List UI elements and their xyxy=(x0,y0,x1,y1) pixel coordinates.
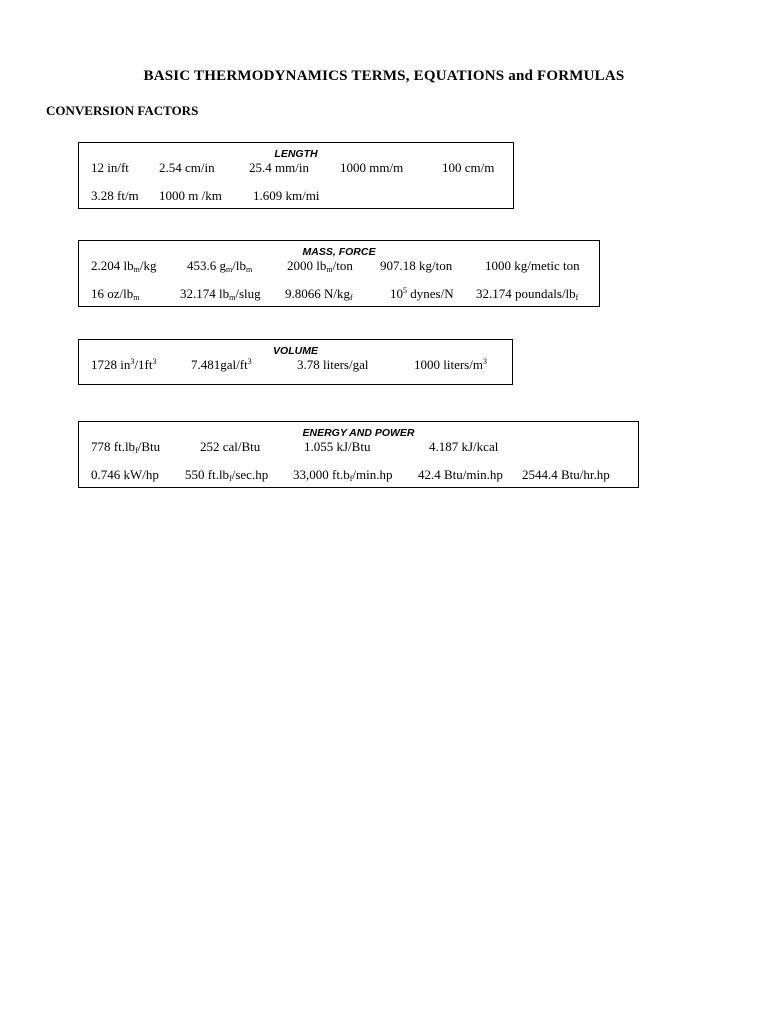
mass-value: $10^5$ dynes/N xyxy=(390,286,454,301)
volume-value: $7.481gal/ft^3$ xyxy=(191,357,252,372)
mass-force-box xyxy=(78,240,600,307)
energy-value: 4.187 kJ/kcal xyxy=(429,439,499,454)
energy-value: 778 $ft.lb_f$/Btu xyxy=(91,439,161,455)
volume-value: 1728 $in^3/1ft^3$ xyxy=(91,357,157,372)
energy-value: 550 $ft.lb_f/\sec.hp$ xyxy=(185,467,269,483)
mass-value: 907.18 kg/ton xyxy=(380,258,453,273)
length-value: 1.609 km/mi xyxy=(253,188,320,203)
volume-value: 3.78 liters/gal xyxy=(297,357,369,372)
volume-title: VOLUME xyxy=(273,345,318,357)
mass-value: 2000 $lb_m$/ton xyxy=(287,258,353,274)
length-value: 3.28 ft/m xyxy=(91,188,139,203)
length-title: LENGTH xyxy=(274,148,318,160)
mass-force-title: MASS, FORCE xyxy=(302,246,376,258)
energy-value: 252 cal/Btu xyxy=(200,439,261,454)
energy-value: 2544.4 Btu/hr.hp xyxy=(522,467,610,482)
length-value: 1000 mm/m xyxy=(340,160,404,175)
mass-value: 453.6 $g_m/lb_m$ xyxy=(187,258,253,274)
mass-value: 9.8066 $N/kg_f$ xyxy=(285,286,353,302)
length-value: 25.4 mm/in xyxy=(249,160,309,175)
energy-power-title: ENERGY AND POWER xyxy=(302,427,415,439)
mass-value: 32.174 poundals/$lb_f$ xyxy=(476,286,579,302)
energy-power-box xyxy=(78,421,639,488)
volume-value: 1000 liters/$m^3$ xyxy=(414,357,487,372)
volume-box xyxy=(78,339,513,385)
length-box xyxy=(78,142,514,209)
mass-value: 2.204 $lb_m/kg$ xyxy=(91,258,157,274)
length-value: 12 in/ft xyxy=(91,160,129,175)
mass-value: 16 $oz/lb_m$ xyxy=(91,286,140,302)
length-value: 100 cm/m xyxy=(442,160,495,175)
length-value: 2.54 cm/in xyxy=(159,160,215,175)
mass-value: 32.174 $lb_m$/slug xyxy=(180,286,261,302)
energy-value: 42.4 Btu/min.hp xyxy=(418,467,503,482)
section-heading: CONVERSION FACTORS xyxy=(46,103,199,118)
energy-value: 33,000 $ft.b_f/\min.hp$ xyxy=(293,467,393,483)
mass-value: 1000 kg/metic ton xyxy=(485,258,580,273)
energy-value: 1.055 kJ/Btu xyxy=(304,439,371,454)
energy-value: 0.746 kW/hp xyxy=(91,467,159,482)
length-value: 1000 m /km xyxy=(159,188,222,203)
document-title: BASIC THERMODYNAMICS TERMS, EQUATIONS and FORMULAS xyxy=(143,68,625,84)
